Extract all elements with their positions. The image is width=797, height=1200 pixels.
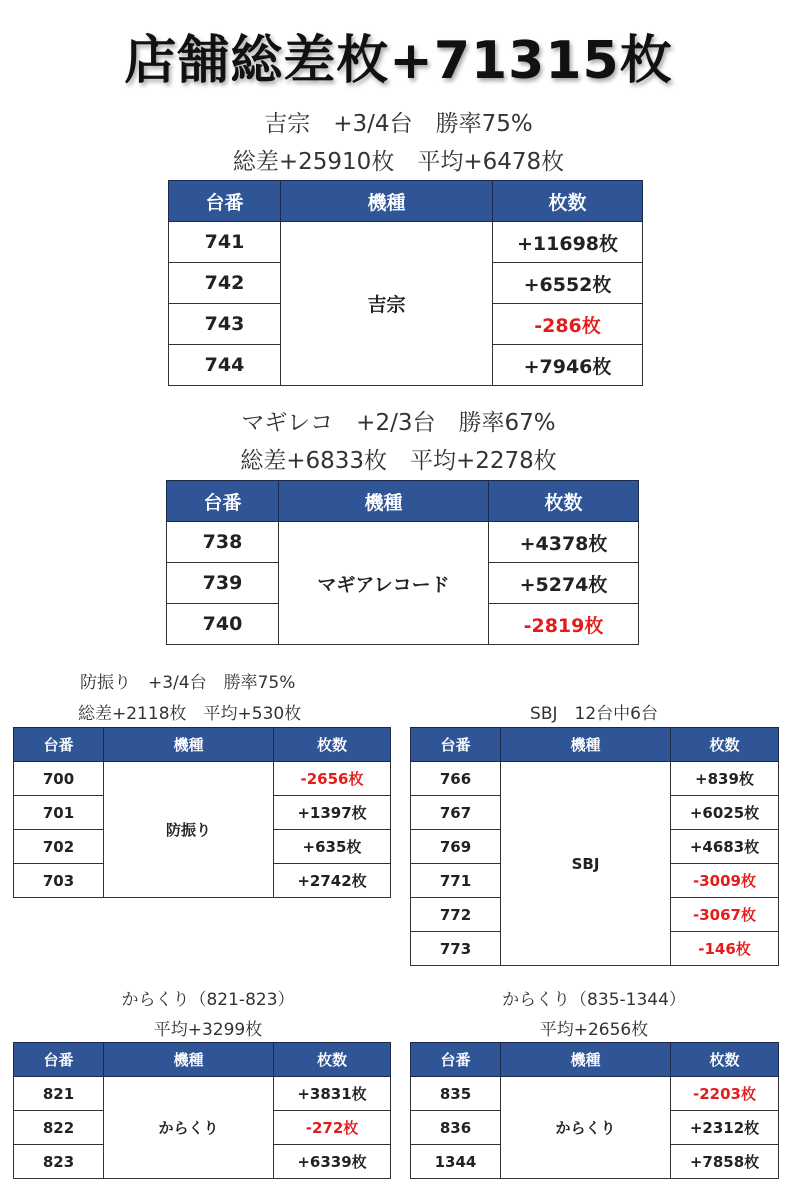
header-row [14, 728, 391, 762]
coin-diff-cell: +839枚 [671, 762, 779, 796]
unit-number-cell: 740 [167, 604, 279, 645]
unit-number-cell: 766 [411, 762, 501, 796]
section-magireco-caption2: 総差+6833枚 平均+2278枚 [240, 448, 557, 474]
table-karakuri2 [410, 1042, 779, 1179]
machine-cell: 吉宗 [281, 222, 493, 386]
unit-number-cell: 738 [167, 522, 279, 563]
coin-diff-cell: +2742枚 [274, 864, 391, 898]
unit-number-cell: 835 [411, 1077, 501, 1111]
coins-header: 枚数 [493, 181, 643, 222]
unit-number-cell: 767 [411, 796, 501, 830]
section-karakuri1-caption1: からくり（821-823） [121, 990, 295, 1010]
machine-header: 機種 [104, 1043, 274, 1077]
coin-diff-cell: +6552枚 [493, 263, 643, 304]
header-row [411, 1043, 779, 1077]
unit-number-cell: 739 [167, 563, 279, 604]
unit-number-cell: 700 [14, 762, 104, 796]
machine-cell: マギアレコード [279, 522, 489, 645]
machine-header: 機種 [281, 181, 493, 222]
coin-diff-cell: +635枚 [274, 830, 391, 864]
table-magireco [166, 480, 639, 645]
coin-diff-cell: -286枚 [493, 304, 643, 345]
coins-header: 枚数 [274, 728, 391, 762]
unit-number-cell: 771 [411, 864, 501, 898]
coin-diff-cell: +6025枚 [671, 796, 779, 830]
coins-header: 枚数 [671, 1043, 779, 1077]
section-sbj-caption1: SBJ 12台中6台 [530, 704, 658, 724]
table-row [411, 762, 779, 796]
table-row [167, 522, 639, 563]
coin-diff-cell: -3009枚 [671, 864, 779, 898]
page-title: 店舗総差枚+71315枚 [124, 31, 673, 91]
section-yoshimune-caption1: 吉宗 +3/4台 勝率75% [264, 111, 533, 137]
coins-header: 枚数 [489, 481, 639, 522]
machine-cell: SBJ [501, 762, 671, 966]
section-karakuri1-caption2: 平均+3299枚 [153, 1020, 263, 1040]
section-karakuri2-caption1: からくり（835-1344） [502, 990, 686, 1010]
coin-diff-cell: +4378枚 [489, 522, 639, 563]
unit-number-cell: 741 [169, 222, 281, 263]
table-sbj [410, 727, 779, 966]
unit-number-cell: 822 [14, 1111, 104, 1145]
section-bofuri-caption1: 防振り +3/4台 勝率75% [80, 673, 296, 693]
machine-header: 機種 [501, 728, 671, 762]
unit-header: 台番 [411, 728, 501, 762]
section-yoshimune-caption2: 総差+25910枚 平均+6478枚 [232, 149, 565, 175]
coin-diff-cell: -146枚 [671, 932, 779, 966]
coins-header: 枚数 [274, 1043, 391, 1077]
coin-diff-cell: +4683枚 [671, 830, 779, 864]
unit-number-cell: 703 [14, 864, 104, 898]
coins-header: 枚数 [671, 728, 779, 762]
table-karakuri1 [13, 1042, 391, 1179]
table-row [169, 222, 643, 263]
machine-header: 機種 [501, 1043, 671, 1077]
coin-diff-cell: +6339枚 [274, 1145, 391, 1179]
coin-diff-cell: +7858枚 [671, 1145, 779, 1179]
unit-header: 台番 [167, 481, 279, 522]
section-karakuri2-caption2: 平均+2656枚 [539, 1020, 649, 1040]
unit-header: 台番 [169, 181, 281, 222]
header-row [169, 181, 643, 222]
coin-diff-cell: -2819枚 [489, 604, 639, 645]
unit-number-cell: 769 [411, 830, 501, 864]
header-row [411, 728, 779, 762]
machine-header: 機種 [279, 481, 489, 522]
unit-header: 台番 [14, 728, 104, 762]
coin-diff-cell: -2656枚 [274, 762, 391, 796]
unit-number-cell: 742 [169, 263, 281, 304]
section-bofuri-caption2: 総差+2118枚 平均+530枚 [78, 704, 302, 724]
coin-diff-cell: +11698枚 [493, 222, 643, 263]
table-row [411, 1077, 779, 1111]
coin-diff-cell: +2312枚 [671, 1111, 779, 1145]
unit-number-cell: 772 [411, 898, 501, 932]
unit-header: 台番 [411, 1043, 501, 1077]
unit-number-cell: 821 [14, 1077, 104, 1111]
section-magireco-caption1: マギレコ +2/3台 勝率67% [241, 410, 556, 436]
coin-diff-cell: +1397枚 [274, 796, 391, 830]
coin-diff-cell: +7946枚 [493, 345, 643, 386]
table-bofuri [13, 727, 391, 898]
table-row [14, 762, 391, 796]
unit-number-cell: 744 [169, 345, 281, 386]
machine-header: 機種 [104, 728, 274, 762]
unit-number-cell: 836 [411, 1111, 501, 1145]
header-row [167, 481, 639, 522]
table-row [14, 1077, 391, 1111]
coin-diff-cell: -272枚 [274, 1111, 391, 1145]
unit-number-cell: 1344 [411, 1145, 501, 1179]
table-yoshimune [168, 180, 643, 386]
unit-header: 台番 [14, 1043, 104, 1077]
unit-number-cell: 702 [14, 830, 104, 864]
machine-cell: からくり [501, 1077, 671, 1179]
unit-number-cell: 823 [14, 1145, 104, 1179]
unit-number-cell: 701 [14, 796, 104, 830]
coin-diff-cell: +5274枚 [489, 563, 639, 604]
unit-number-cell: 773 [411, 932, 501, 966]
machine-cell: 防振り [104, 762, 274, 898]
coin-diff-cell: -2203枚 [671, 1077, 779, 1111]
coin-diff-cell: +3831枚 [274, 1077, 391, 1111]
coin-diff-cell: -3067枚 [671, 898, 779, 932]
machine-cell: からくり [104, 1077, 274, 1179]
unit-number-cell: 743 [169, 304, 281, 345]
header-row [14, 1043, 391, 1077]
